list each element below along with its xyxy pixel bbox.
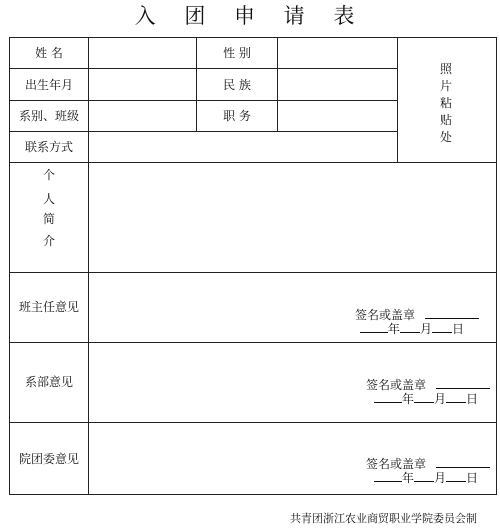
photo-label-char: 粘: [439, 96, 452, 110]
dept-class-field[interactable]: [89, 101, 196, 131]
gender-field[interactable]: [278, 38, 397, 68]
day-blank[interactable]: [446, 390, 466, 403]
dept-date[interactable]: [374, 390, 478, 406]
intro-label-char: 介: [42, 234, 55, 248]
head-teacher-date[interactable]: [360, 320, 464, 336]
photo-label-char: 贴: [439, 113, 452, 127]
photo-label-char: 照: [439, 62, 452, 76]
name-field[interactable]: [89, 38, 196, 68]
name-label: 姓 名: [35, 46, 63, 60]
year-label: 年: [388, 322, 401, 336]
month-label: 月: [434, 392, 447, 406]
position-label: 职 务: [223, 109, 251, 123]
year-label: 年: [402, 392, 415, 406]
day-blank[interactable]: [446, 469, 466, 482]
sign-label: 签名或盖章: [366, 457, 427, 471]
photo-area[interactable]: [436, 60, 456, 145]
committee-date[interactable]: [374, 469, 478, 485]
day-label: 日: [452, 322, 465, 336]
sign-blank[interactable]: [425, 306, 479, 319]
dept-class-label: 系别、班级: [18, 109, 79, 123]
sign-label: 签名或盖章: [355, 308, 416, 322]
row-divider: [9, 422, 497, 423]
month-blank[interactable]: [414, 469, 434, 482]
month-blank[interactable]: [414, 390, 434, 403]
table-border-right: [496, 37, 497, 495]
sign-blank[interactable]: [436, 376, 490, 389]
table-border-left: [9, 37, 10, 495]
ethnicity-label: 民 族: [223, 78, 251, 92]
year-label: 年: [402, 471, 415, 485]
day-blank[interactable]: [432, 320, 452, 333]
page-title: 入 团 申 请 表: [134, 4, 366, 28]
committee-opinion-label: 院团委意见: [18, 452, 79, 466]
year-blank[interactable]: [374, 469, 402, 482]
head-teacher-opinion-label: 班主任意见: [18, 300, 79, 314]
photo-label-char: 处: [439, 130, 452, 144]
month-label: 月: [420, 322, 433, 336]
table-border-bottom: [9, 494, 497, 495]
sign-blank[interactable]: [436, 455, 490, 468]
position-field[interactable]: [278, 101, 397, 131]
ethnicity-field[interactable]: [278, 69, 397, 100]
intro-label: [39, 166, 59, 252]
contact-field[interactable]: [89, 132, 397, 162]
gender-label: 性 别: [223, 46, 251, 60]
sign-label: 签名或盖章: [366, 378, 427, 392]
day-label: 日: [466, 392, 479, 406]
birth-label: 出生年月: [24, 78, 73, 92]
photo-label-char: 片: [439, 79, 452, 93]
table-border-top: [9, 37, 497, 38]
month-blank[interactable]: [400, 320, 420, 333]
birth-field[interactable]: [89, 69, 196, 100]
issuer-footer: 共青团浙江农业商贸职业学院委员会制: [290, 512, 477, 525]
year-blank[interactable]: [360, 320, 388, 333]
row-divider: [9, 272, 497, 273]
day-label: 日: [466, 471, 479, 485]
intro-field[interactable]: [89, 163, 496, 272]
contact-label: 联系方式: [24, 140, 73, 154]
dept-opinion-label: 系部意见: [24, 375, 73, 389]
col-divider: [397, 37, 398, 163]
year-blank[interactable]: [374, 390, 402, 403]
intro-label-char: 人: [42, 192, 55, 206]
row-divider: [9, 342, 497, 343]
intro-label-char: 简: [42, 212, 55, 226]
month-label: 月: [434, 471, 447, 485]
intro-label-char: 个: [42, 168, 55, 182]
